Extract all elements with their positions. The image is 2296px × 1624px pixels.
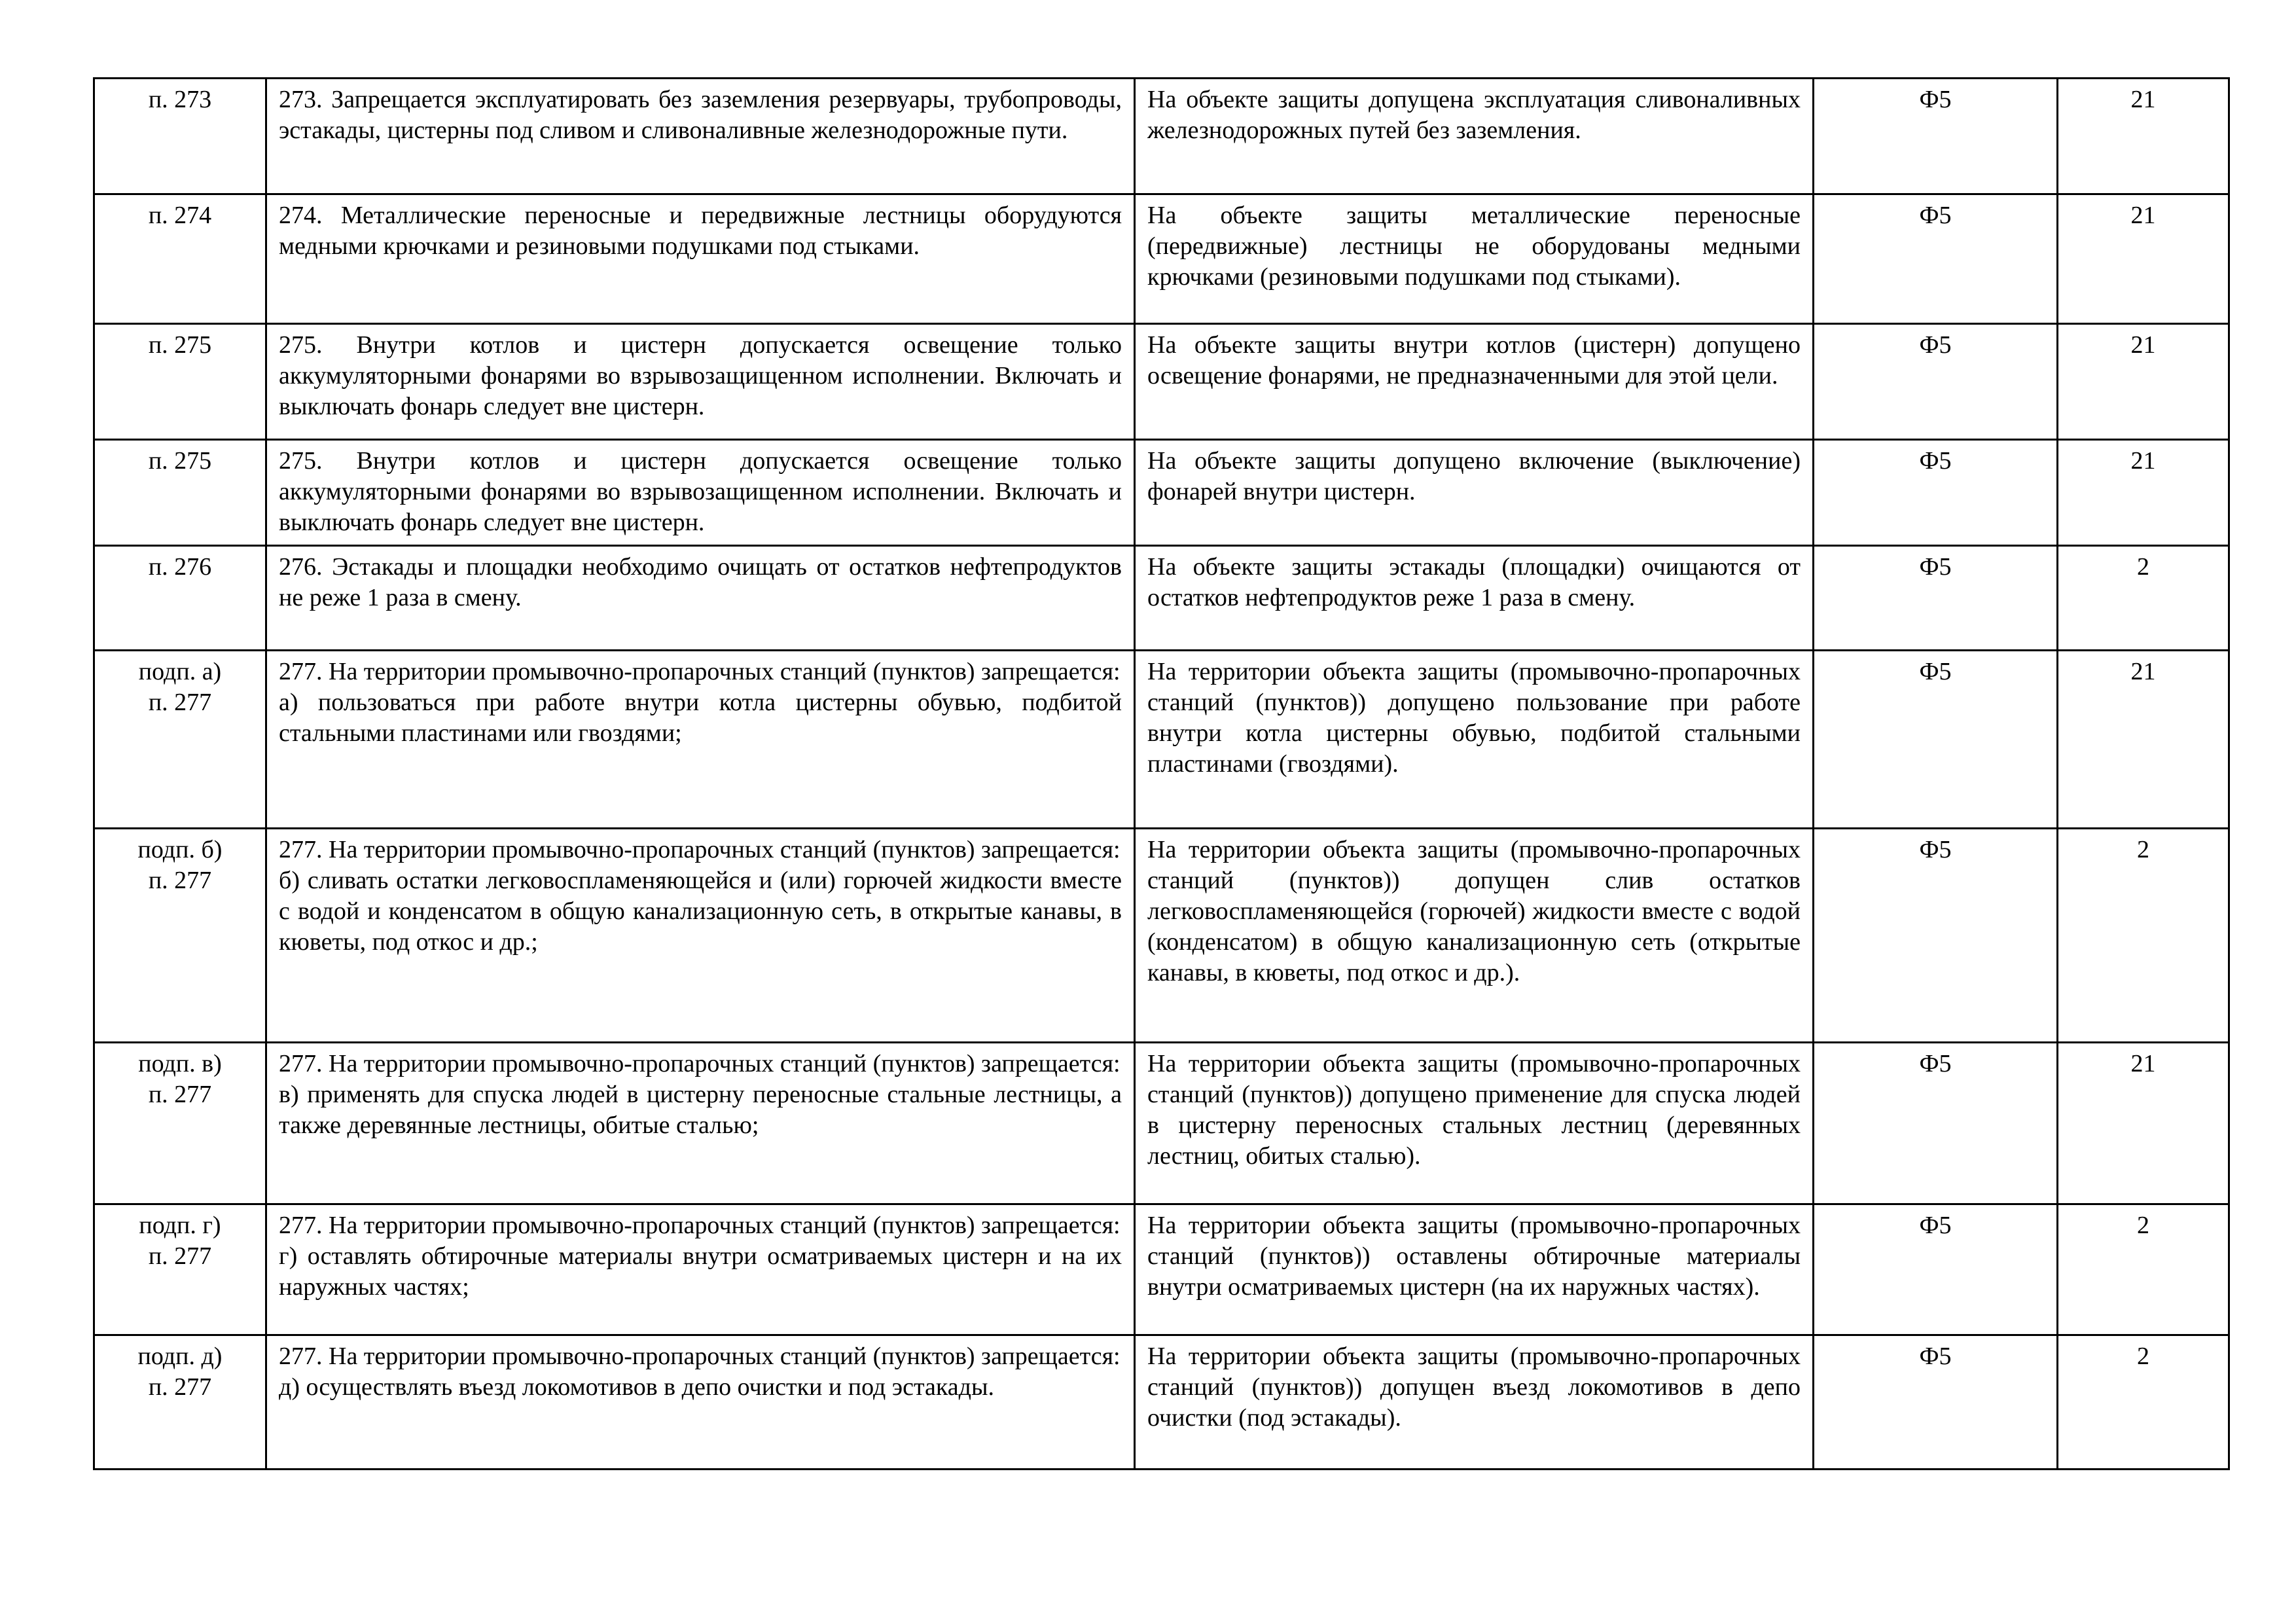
violation-text: На территории объекта защиты (промывочно-пропарочных станций (пунктов)) допущен въезд локомотивов в депо очистки (под эстакады). — [1135, 1335, 1814, 1470]
reference-line: п. 277 — [148, 1242, 212, 1270]
requirement-text — [266, 829, 1135, 1043]
hazard-class: Ф5 — [1814, 194, 2058, 324]
requirement-paragraph: 274. Металлические переносные и передвижные лестницы оборудуются медными крючками и резиновыми подушками под стыками. — [279, 202, 1122, 260]
table-row — [94, 1204, 2229, 1335]
reference-line: п. 275 — [148, 447, 212, 475]
requirement-paragraph: в) применять для спуска людей в цистерну переносные стальные лестницы, а также деревянные лестницы, обитые сталью; — [279, 1081, 1122, 1139]
table-row — [94, 829, 2229, 1043]
requirement-text — [266, 194, 1135, 324]
violation-text: На территории объекта защиты (промывочно-пропарочных станций (пунктов)) допущен слив остатков легковоспламеняющейся (горючей) жидкости вместе с водой (конденсатом) в общую канализационную сеть (открытые канавы, в кюветы, под откос и др.). — [1135, 829, 1814, 1043]
requirement-paragraph: 277. На территории промывочно-пропарочных станций (пунктов) запрещается: — [279, 1343, 1121, 1370]
requirement-paragraph: г) оставлять обтирочные материалы внутри осматриваемых цистерн и на их наружных частях; — [279, 1242, 1122, 1301]
table-row — [94, 1335, 2229, 1470]
requirement-paragraph: а) пользоваться при работе внутри котла цистерны обувью, подбитой стальными пластинами или гвоздями; — [279, 689, 1122, 747]
requirement-text — [266, 651, 1135, 829]
requirement-paragraph: 275. Внутри котлов и цистерн допускается освещение только аккумуляторными фонарями во взрывозащищенном исполнении. Включать и выключать фонарь следует вне цистерн. — [279, 447, 1122, 536]
reference-line: п. 275 — [148, 331, 212, 359]
violation-text: На объекте защиты допущена эксплуатация сливоналивных железнодорожных путей без заземления. — [1135, 79, 1814, 194]
table-row — [94, 324, 2229, 440]
requirement-paragraph: б) сливать остатки легковоспламеняющейся и (или) горючей жидкости вместе с водой и конденсатом в общую канализационную сеть, в открытые канавы, в кюветы, под откос и др.; — [279, 867, 1122, 956]
reference-line: п. 277 — [148, 1081, 212, 1108]
reference-line: п. 273 — [148, 86, 212, 113]
article-number: 2 — [2058, 546, 2229, 651]
requirement-text — [266, 79, 1135, 194]
table-row — [94, 651, 2229, 829]
table-row — [94, 79, 2229, 194]
article-number: 21 — [2058, 79, 2229, 194]
article-number: 21 — [2058, 324, 2229, 440]
requirement-text — [266, 1043, 1135, 1204]
violation-text: На объекте защиты эстакады (площадки) очищаются от остатков нефтепродуктов реже 1 раза в смену. — [1135, 546, 1814, 651]
table-row — [94, 1043, 2229, 1204]
table-body — [94, 79, 2229, 1470]
article-number: 2 — [2058, 1204, 2229, 1335]
article-number: 21 — [2058, 1043, 2229, 1204]
violation-text: На объекте защиты металлические переносные (передвижные) лестницы не оборудованы медными крючками (резиновыми подушками под стыками). — [1135, 194, 1814, 324]
requirement-text — [266, 440, 1135, 546]
article-number: 21 — [2058, 194, 2229, 324]
clause-reference — [94, 546, 266, 651]
requirement-paragraph: д) осуществлять въезд локомотивов в депо очистки и под эстакады. — [279, 1373, 995, 1401]
hazard-class: Ф5 — [1814, 1043, 2058, 1204]
clause-reference — [94, 1204, 266, 1335]
clause-reference — [94, 440, 266, 546]
requirement-paragraph: 277. На территории промывочно-пропарочных станций (пунктов) запрещается: — [279, 1050, 1121, 1077]
reference-line: п. 277 — [148, 689, 212, 716]
requirement-paragraph: 276. Эстакады и площадки необходимо очищать от остатков нефтепродуктов не реже 1 раза в смену. — [279, 553, 1122, 611]
violation-text: На территории объекта защиты (промывочно-пропарочных станций (пунктов)) оставлены обтирочные материалы внутри осматриваемых цистерн (на их наружных частях). — [1135, 1204, 1814, 1335]
requirement-paragraph: 277. На территории промывочно-пропарочных станций (пунктов) запрещается: — [279, 836, 1121, 863]
clause-reference — [94, 79, 266, 194]
violation-text: На территории объекта защиты (промывочно-пропарочных станций (пунктов)) допущено пользование при работе внутри котла цистерны обувью, подбитой стальными пластинами (гвоздями). — [1135, 651, 1814, 829]
hazard-class: Ф5 — [1814, 1204, 2058, 1335]
requirement-paragraph: 273. Запрещается эксплуатировать без заземления резервуары, трубопроводы, эстакады, цистерны под сливом и сливоналивные железнодорожные пути. — [279, 86, 1122, 144]
article-number: 21 — [2058, 651, 2229, 829]
violation-text: На объекте защиты внутри котлов (цистерн) допущено освещение фонарями, не предназначенными для этой цели. — [1135, 324, 1814, 440]
reference-line: п. 277 — [148, 867, 212, 894]
table-row — [94, 194, 2229, 324]
reference-line: подп. д) — [137, 1343, 223, 1370]
clause-reference — [94, 1043, 266, 1204]
hazard-class: Ф5 — [1814, 546, 2058, 651]
requirement-text — [266, 1335, 1135, 1470]
article-number: 2 — [2058, 829, 2229, 1043]
requirement-paragraph: 275. Внутри котлов и цистерн допускается освещение только аккумуляторными фонарями во взрывозащищенном исполнении. Включать и выключать фонарь следует вне цистерн. — [279, 331, 1122, 420]
reference-line: п. 277 — [148, 1373, 212, 1401]
hazard-class: Ф5 — [1814, 324, 2058, 440]
clause-reference — [94, 194, 266, 324]
violation-text: На территории объекта защиты (промывочно-пропарочных станций (пунктов)) допущено применение для спуска людей в цистерну переносных стальных лестниц (деревянных лестниц, обитых сталью). — [1135, 1043, 1814, 1204]
reference-line: подп. г) — [139, 1212, 221, 1239]
clause-reference — [94, 829, 266, 1043]
violation-text: На объекте защиты допущено включение (выключение) фонарей внутри цистерн. — [1135, 440, 1814, 546]
requirements-table — [93, 77, 2230, 1470]
requirement-text — [266, 546, 1135, 651]
hazard-class: Ф5 — [1814, 440, 2058, 546]
reference-line: подп. б) — [137, 836, 223, 863]
clause-reference — [94, 1335, 266, 1470]
requirement-paragraph: 277. На территории промывочно-пропарочных станций (пунктов) запрещается: — [279, 1212, 1121, 1239]
hazard-class: Ф5 — [1814, 651, 2058, 829]
requirement-text — [266, 324, 1135, 440]
reference-line: подп. в) — [138, 1050, 222, 1077]
reference-line: п. 276 — [148, 553, 212, 581]
article-number: 2 — [2058, 1335, 2229, 1470]
hazard-class: Ф5 — [1814, 829, 2058, 1043]
table-row — [94, 546, 2229, 651]
clause-reference — [94, 651, 266, 829]
reference-line: п. 274 — [148, 202, 212, 229]
article-number: 21 — [2058, 440, 2229, 546]
requirement-paragraph: 277. На территории промывочно-пропарочных станций (пунктов) запрещается: — [279, 658, 1121, 685]
requirement-text — [266, 1204, 1135, 1335]
hazard-class: Ф5 — [1814, 1335, 2058, 1470]
reference-line: подп. а) — [138, 658, 222, 685]
clause-reference — [94, 324, 266, 440]
table-row — [94, 440, 2229, 546]
hazard-class: Ф5 — [1814, 79, 2058, 194]
